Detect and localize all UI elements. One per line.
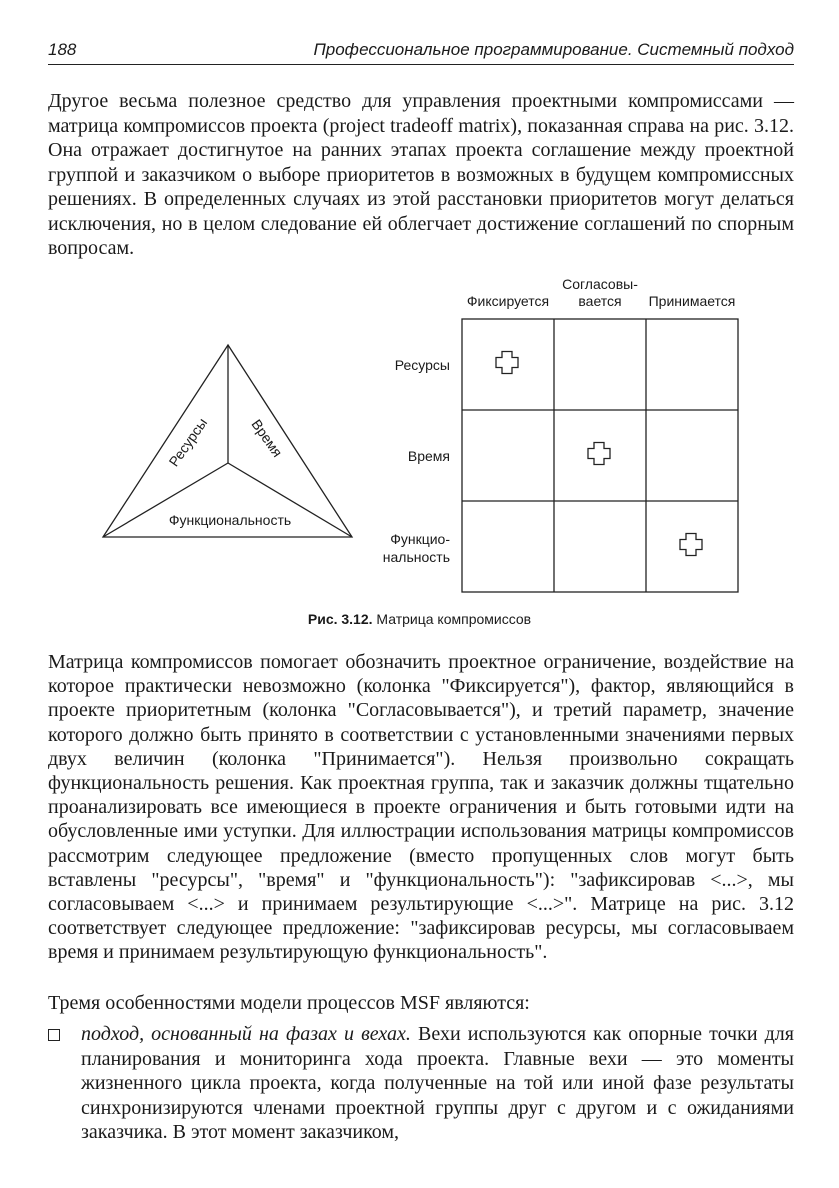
cross-shape-icon: [496, 352, 518, 374]
figure-caption-text: Матрица компромиссов: [372, 611, 532, 627]
running-title: Профессиональное программирование. Системный подход: [313, 40, 794, 59]
figure-caption: [0, 611, 839, 627]
list-item-text: [81, 1022, 794, 1145]
column-header-negotiated-line2: вается: [578, 293, 622, 309]
matrix-explanation-paragraph: Матрица компромиссов помогает обозначить проектное ограничение, воздействие на которое практически невозможно (колонка "Фиксируется"), фактор, являющийся в проекте приоритетным (колонка "Согласовывается"), и третий параметр, значение которого должно быть принято в соответствии с установленными значениями первых двух величин (колонка "Принимается"). Нельзя произвольно сокращать функциональность решения. Как проектная группа, так и заказчик должны тщательно проанализировать все имеющиеся в проекте ограничения и быть готовыми идти на обусловленные ими уступки. Для иллюстрации использования матрицы компромиссов рассмотрим следующее предложение (вместо пропущенных слов могут быть вставлены "ресурсы", "время" и "функциональность"): "зафиксировав <...>, мы согласовываем <...> и принимаем результирующие <...>". Матрице на рис. 3.12 соответствует следующее предложение: "зафиксировав ресурсы, мы согласовываем время и принимаем результирующую функциональность".: [48, 651, 794, 964]
column-header-negotiated: [554, 276, 646, 310]
cross-shape-icon: [680, 534, 702, 556]
row-header-resources: [340, 356, 450, 374]
intro-paragraph: Другое весьма полезное средство для управления проектными компромиссами — матрица компромиссов проекта (project tradeoff matrix), показанная справа на рис. 3.12. Она отражает достигнутое на ранних этапах проекта соглашение между проектной группой и заказчиком о выборе приоритетов в возможных в будущем компромиссных решениях. В определенных случаях из этой расстановки приоритетов могут делаться исключения, но в целом следование ей облегчает достижение соглашений по спорным вопросам.: [48, 90, 794, 259]
matrix-marks: [496, 352, 702, 556]
tradeoff-triangle: [103, 345, 352, 537]
msf-features-list: [48, 1022, 794, 1145]
column-header-fixed-text: Фиксируется: [466, 293, 550, 309]
triangle-label-resources: Ресурсы: [165, 414, 211, 470]
row-header-time: [340, 447, 450, 465]
triangle-label-time: Время: [248, 416, 286, 460]
square-bullet-icon: [48, 1029, 60, 1041]
list-item-body: Вехи используются как опорные точки для планирования и мониторинга хода проекта. Главные вехи — это моменты жизненного цикла проекта, когда полученные на той или иной фазе результаты синхронизируются членами проектной группы друг с другом и с ожиданиями заказчика. В этот момент заказчиком,: [81, 1023, 794, 1143]
column-header-negotiated-line1: Согласовы-: [562, 276, 638, 292]
triangle-label-functionality: Функциональность: [168, 512, 292, 528]
row-header-functionality: [340, 530, 450, 566]
row-header-time-text: Время: [407, 448, 450, 464]
list-item: [48, 1022, 794, 1145]
row-header-functionality-line1: Функцио-: [390, 531, 450, 547]
list-item-lead: подход, основанный на фазах и вехах.: [81, 1023, 411, 1045]
msf-intro-paragraph: Тремя особенностями модели процессов MSF являются:: [48, 992, 530, 1014]
row-header-resources-text: Ресурсы: [394, 357, 450, 373]
page-number: 188: [48, 40, 77, 59]
column-header-fixed: [462, 293, 554, 309]
figure-caption-number: Рис. 3.12.: [307, 611, 373, 627]
column-header-accepted-text: Принимается: [648, 293, 736, 309]
row-header-functionality-line2: нальность: [382, 549, 450, 565]
cross-shape-icon: [588, 443, 610, 465]
column-header-accepted: [642, 293, 742, 309]
